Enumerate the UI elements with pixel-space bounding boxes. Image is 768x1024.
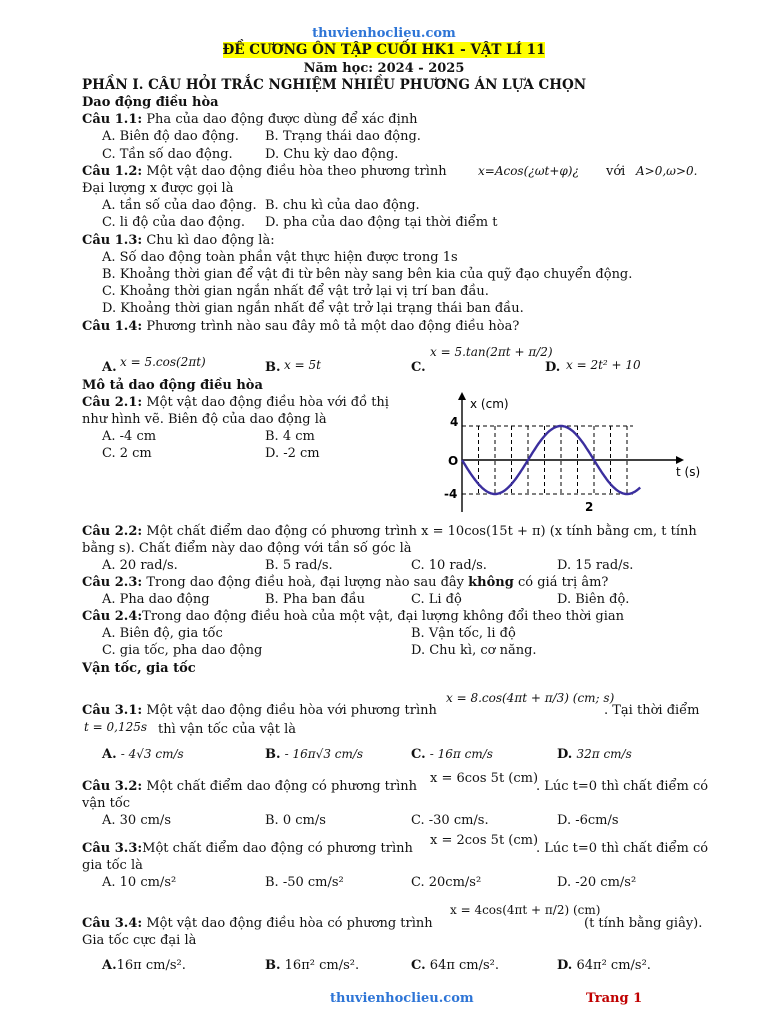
tick-label-x: 2	[585, 500, 594, 514]
q12-option-b[interactable]: B. chu kì của dao động.	[265, 198, 420, 213]
q33-equation: x = 2cos 5t (cm)	[430, 833, 539, 848]
q31-option-b[interactable]: B. - 16π√3 cm/s	[265, 747, 364, 762]
question-2-1: Câu 2.1: Một vật dao động điều hòa với đồ thị	[82, 395, 389, 410]
section-heading-2: Mô tả dao động điều hòa	[82, 378, 263, 393]
q23-option-c[interactable]: C. Li độ	[411, 592, 462, 607]
origin-label: O	[448, 454, 459, 468]
q22-option-b[interactable]: B. 5 rad/s.	[265, 558, 333, 573]
q32-line2: vận tốc	[82, 796, 131, 811]
q11-option-a[interactable]: A. Biên độ dao động.	[102, 129, 239, 144]
tick-label-bottom: -4	[444, 487, 458, 501]
q12-option-c[interactable]: C. li độ của dao động.	[102, 215, 246, 230]
q33-option-a[interactable]: A. 10 cm/s²	[102, 875, 177, 890]
q21-option-b[interactable]: B. 4 cm	[265, 429, 315, 444]
q14-b-equation: x = 5t	[284, 358, 321, 372]
question-1-2: Câu 1.2: Một vật dao động điều hòa theo phương trình	[82, 164, 447, 179]
q22-option-c[interactable]: C. 10 rad/s.	[411, 558, 487, 573]
question-2-2: Câu 2.2: Một chất điểm dao động có phương trình x = 10cos(15t + π) (x tính bằng cm, t tính	[82, 524, 697, 539]
q14-a-equation: x = 5.cos(2πt)	[120, 355, 206, 369]
q21-option-a[interactable]: A. -4 cm	[102, 429, 157, 444]
q33-option-d[interactable]: D. -20 cm/s²	[557, 875, 637, 890]
q13-option-b[interactable]: B. Khoảng thời gian để vật đi từ bên này sang bên kia của quỹ đạo chuyển động.	[102, 267, 633, 282]
question-3-2: Câu 3.2: Một chất điểm dao động có phương trình	[82, 779, 418, 794]
q14-d-equation: x = 2t² + 10	[566, 358, 641, 372]
question-3-4: Câu 3.4: Một vật dao động điều hòa có phương trình	[82, 916, 433, 931]
y-axis-label: x (cm)	[470, 397, 509, 411]
section-heading-1: Dao động điều hòa	[82, 95, 219, 110]
q12-with: với	[606, 164, 626, 179]
q24-option-b[interactable]: B. Vận tốc, li độ	[411, 626, 516, 641]
q31-time: t = 0,125s	[84, 720, 148, 734]
x-axis-arrow	[676, 456, 684, 464]
q32-tail: . Lúc t=0 thì chất điểm có	[536, 779, 709, 794]
school-year: Năm học: 2024 - 2025	[303, 61, 465, 76]
q11-option-b[interactable]: B. Trạng thái dao động.	[265, 129, 421, 144]
q33-option-c[interactable]: C. 20cm/s²	[411, 875, 482, 890]
question-2-4: Câu 2.4:Trong dao động điều hoà của một vật, đại lượng không đổi theo thời gian	[82, 609, 624, 624]
q21-option-c[interactable]: C. 2 cm	[102, 446, 152, 461]
q34-option-d[interactable]: D. 64π² cm/s².	[557, 958, 651, 973]
q13-option-a[interactable]: A. Số dao động toàn phần vật thực hiện được trong 1s	[102, 250, 458, 265]
q21-line2: như hình vẽ. Biên độ của dao động là	[82, 412, 327, 427]
q32-option-a[interactable]: A. 30 cm/s	[102, 813, 171, 828]
q23-option-a[interactable]: A. Pha dao động	[102, 592, 210, 607]
q23-option-b[interactable]: B. Pha ban đầu	[265, 592, 366, 607]
q34-line2: Gia tốc cực đại là	[82, 933, 197, 948]
header-site[interactable]: thuvienhoclieu.com	[312, 26, 456, 41]
q32-option-c[interactable]: C. -30 cm/s.	[411, 813, 489, 828]
q14-option-b[interactable]: B.	[265, 360, 281, 375]
q34-tail: (t tính bằng giây).	[584, 916, 703, 931]
q14-option-a[interactable]: A.	[102, 360, 117, 375]
page-number: Trang 1	[586, 991, 643, 1006]
q11-option-c[interactable]: C. Tần số dao động.	[102, 147, 233, 162]
q31-option-d[interactable]: D. 32π cm/s	[557, 747, 632, 762]
question-1-1: Câu 1.1: Pha của dao động được dùng để xác định	[82, 112, 418, 127]
footer-site[interactable]: thuvienhoclieu.com	[330, 991, 474, 1006]
question-1-4: Câu 1.4: Phương trình nào sau đây mô tả một dao động điều hòa?	[82, 319, 520, 334]
q22-line2: bằng s). Chất điểm này dao động với tần số góc là	[82, 541, 412, 556]
q13-option-c[interactable]: C. Khoảng thời gian ngắn nhất để vật trở lại vị trí ban đầu.	[102, 284, 489, 299]
q12-condition: A>0,ω>0.	[636, 164, 698, 178]
question-3-3: Câu 3.3:Một chất điểm dao động có phương trình	[82, 841, 413, 856]
q34-equation: x = 4cos(4πt + π/2) (cm)	[450, 903, 601, 917]
q12-equation: x=Acos(¿ωt+φ)¿	[478, 164, 579, 178]
q31-equation: x = 8.cos(4πt + π/3) (cm; s)	[446, 691, 615, 705]
q31-option-c[interactable]: C. - 16π cm/s	[411, 747, 493, 762]
q33-line2: gia tốc là	[82, 858, 143, 873]
question-3-1: Câu 3.1: Một vật dao động điều hòa với phương trình	[82, 703, 437, 718]
q12-option-d[interactable]: D. pha của dao động tại thời điểm t	[265, 215, 498, 230]
q11-option-d[interactable]: D. Chu kỳ dao động.	[265, 147, 399, 162]
q14-c-equation: x = 5.tan(2πt + π/2)	[430, 345, 553, 359]
part-heading: PHẦN I. CÂU HỎI TRẮC NGHIỆM NHIỀU PHƯƠNG ÁN LỰA CHỌN	[82, 77, 587, 93]
q31-option-a[interactable]: A. - 4√3 cm/s	[102, 747, 184, 762]
q24-option-a[interactable]: A. Biên độ, gia tốc	[102, 626, 223, 641]
question-2-3: Câu 2.3: Trong dao động điều hoà, đại lượng nào sau đây không có giá trị âm?	[82, 575, 609, 590]
q23-option-d[interactable]: D. Biên độ.	[557, 592, 630, 607]
doc-title: ĐỀ CƯƠNG ÔN TẬP CUỐI HK1 - VẬT LÍ 11	[222, 42, 546, 58]
q24-option-d[interactable]: D. Chu kì, cơ năng.	[411, 643, 537, 658]
q34-option-c[interactable]: C. 64π cm/s².	[411, 958, 500, 973]
y-axis-arrow	[458, 392, 466, 400]
q34-option-a[interactable]: A.16π cm/s².	[102, 958, 186, 973]
q13-option-d[interactable]: D. Khoảng thời gian ngắn nhất để vật trở lại trạng thái ban đầu.	[102, 301, 524, 316]
oscillation-graph	[440, 390, 710, 520]
q31-line2: thì vận tốc của vật là	[158, 722, 296, 737]
q14-option-c[interactable]: C.	[411, 360, 426, 375]
q33-option-b[interactable]: B. -50 cm/s²	[265, 875, 344, 890]
q21-option-d[interactable]: D. -2 cm	[265, 446, 320, 461]
q22-option-a[interactable]: A. 20 rad/s.	[102, 558, 178, 573]
q32-option-d[interactable]: D. -6cm/s	[557, 813, 619, 828]
tick-label-top: 4	[450, 415, 459, 429]
x-axis-label: t (s)	[676, 465, 701, 479]
q33-tail: . Lúc t=0 thì chất điểm có	[536, 841, 709, 856]
q32-option-b[interactable]: B. 0 cm/s	[265, 813, 326, 828]
q31-tail: . Tại thời điểm	[604, 703, 700, 718]
q14-option-d[interactable]: D.	[545, 360, 561, 375]
q12-line2: Đại lượng x được gọi là	[82, 181, 234, 196]
question-1-3: Câu 1.3: Chu kì dao động là:	[82, 233, 275, 248]
q22-option-d[interactable]: D. 15 rad/s.	[557, 558, 634, 573]
q34-option-b[interactable]: B. 16π² cm/s².	[265, 958, 360, 973]
q32-equation: x = 6cos 5t (cm)	[430, 771, 539, 786]
q24-option-c[interactable]: C. gia tốc, pha dao động	[102, 643, 263, 658]
section-heading-3: Vận tốc, gia tốc	[82, 661, 196, 676]
q12-option-a[interactable]: A. tần số của dao động.	[102, 198, 257, 213]
